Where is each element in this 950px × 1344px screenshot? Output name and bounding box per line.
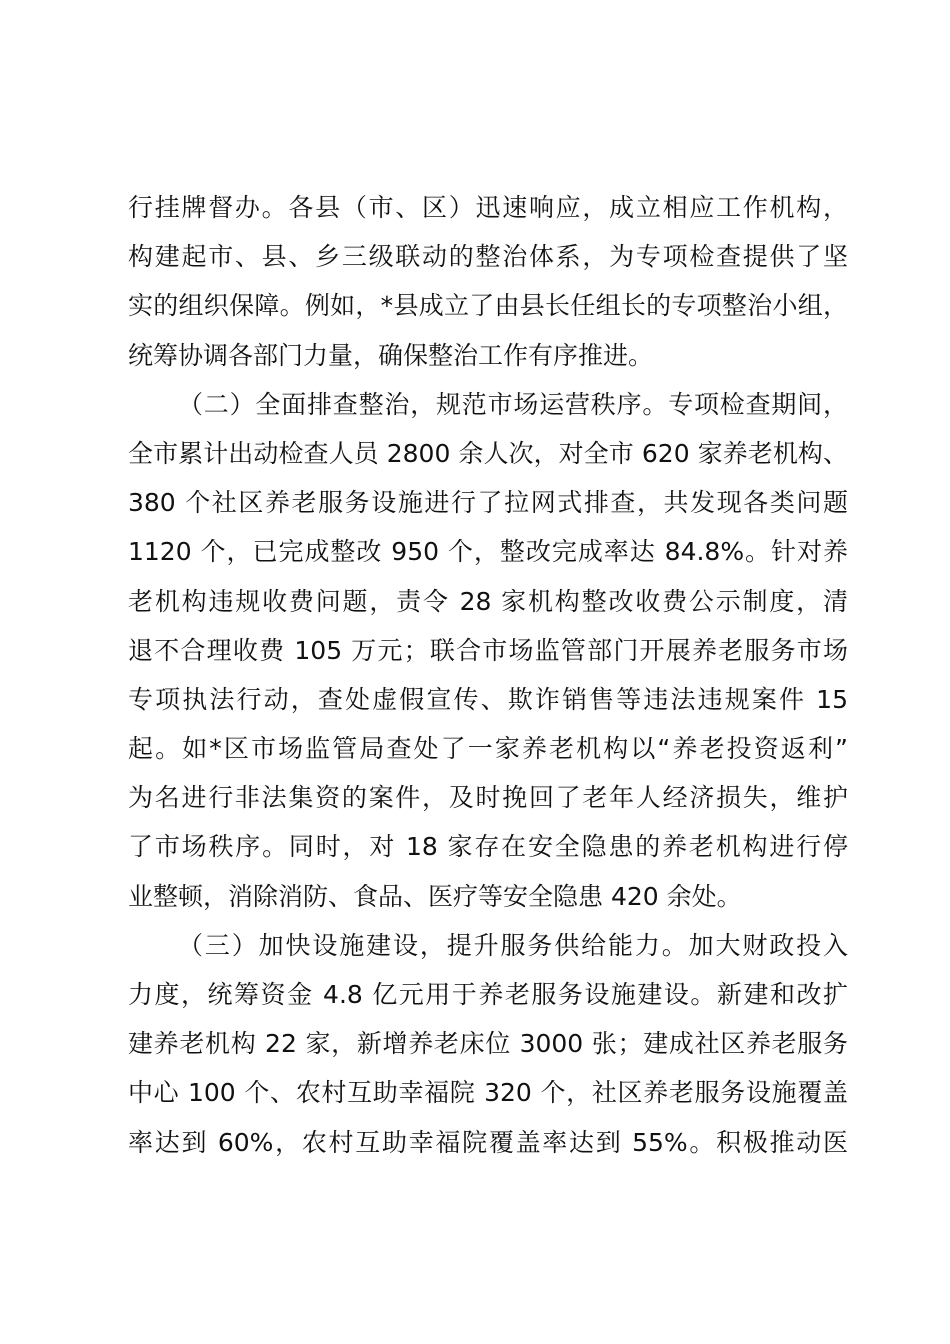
paragraph-1-line-1: 行挂牌督办。各县（市、区）迅速响应，成立相应工作机构， <box>128 193 848 222</box>
paragraph-1-line-2: 构建起市、县、乡三级联动的整治体系，为专项检查提供了坚 <box>128 242 848 272</box>
paragraph-2-line-5: 老机构违规收费问题，责令 28 家机构整改收费公示制度，清 <box>128 586 848 616</box>
paragraph-2-line-3: 380 个社区养老服务设施进行了拉网式排查，共发现各类问题 <box>128 488 848 518</box>
paragraph-3-line-2: 力度，统筹资金 4.8 亿元用于养老服务设施建设。新建和改扩 <box>128 980 848 1009</box>
paragraph-2-line-2: 全市累计出动检查人员 2800 余人次，对全市 620 家养老机构、 <box>128 438 848 468</box>
paragraph-2-line-1: （二）全面排查整治，规范市场运营秩序。专项检查期间， <box>178 389 848 419</box>
paragraph-3-line-1: （三）加快设施建设，提升服务供给能力。加大财政投入 <box>178 930 848 960</box>
paragraph-2-line-7: 专项执法行动，查处虚假宣传、欺诈销售等违法违规案件 15 <box>128 684 848 714</box>
document-body <box>128 183 848 1167</box>
paragraph-1-line-3: 实的组织保障。例如，*县成立了由县长任组长的专项整治小组， <box>128 291 848 321</box>
paragraph-2-line-9: 为名进行非法集资的案件，及时挽回了老年人经济损失，维护 <box>128 783 848 813</box>
paragraph-2-line-8: 起。如*区市场监管局查处了一家养老机构以“养老投资返利” <box>128 734 848 764</box>
paragraph-2-line-6: 退不合理收费 105 万元；联合市场监管部门开展养老服务市场 <box>128 635 848 665</box>
paragraph-3-line-5: 率达到 60%，农村互助幸福院覆盖率达到 55%。积极推动医 <box>128 1127 848 1157</box>
paragraph-1-line-4: 统筹协调各部门力量，确保整治工作有序推进。 <box>128 340 654 370</box>
paragraph-2-line-10: 了市场秩序。同时，对 18 家存在安全隐患的养老机构进行停 <box>128 832 848 862</box>
paragraph-3-line-3: 建养老机构 22 家，新增养老床位 3000 张；建成社区养老服务 <box>128 1029 848 1059</box>
paragraph-2-line-4: 1120 个，已完成整改 950 个，整改完成率达 84.8%。针对养 <box>128 537 848 567</box>
paragraph-2-line-11: 业整顿，消除消防、食品、医疗等安全隐患 420 余处。 <box>128 881 742 911</box>
paragraph-3-line-4: 中心 100 个、农村互助幸福院 320 个，社区养老服务设施覆盖 <box>128 1078 848 1108</box>
